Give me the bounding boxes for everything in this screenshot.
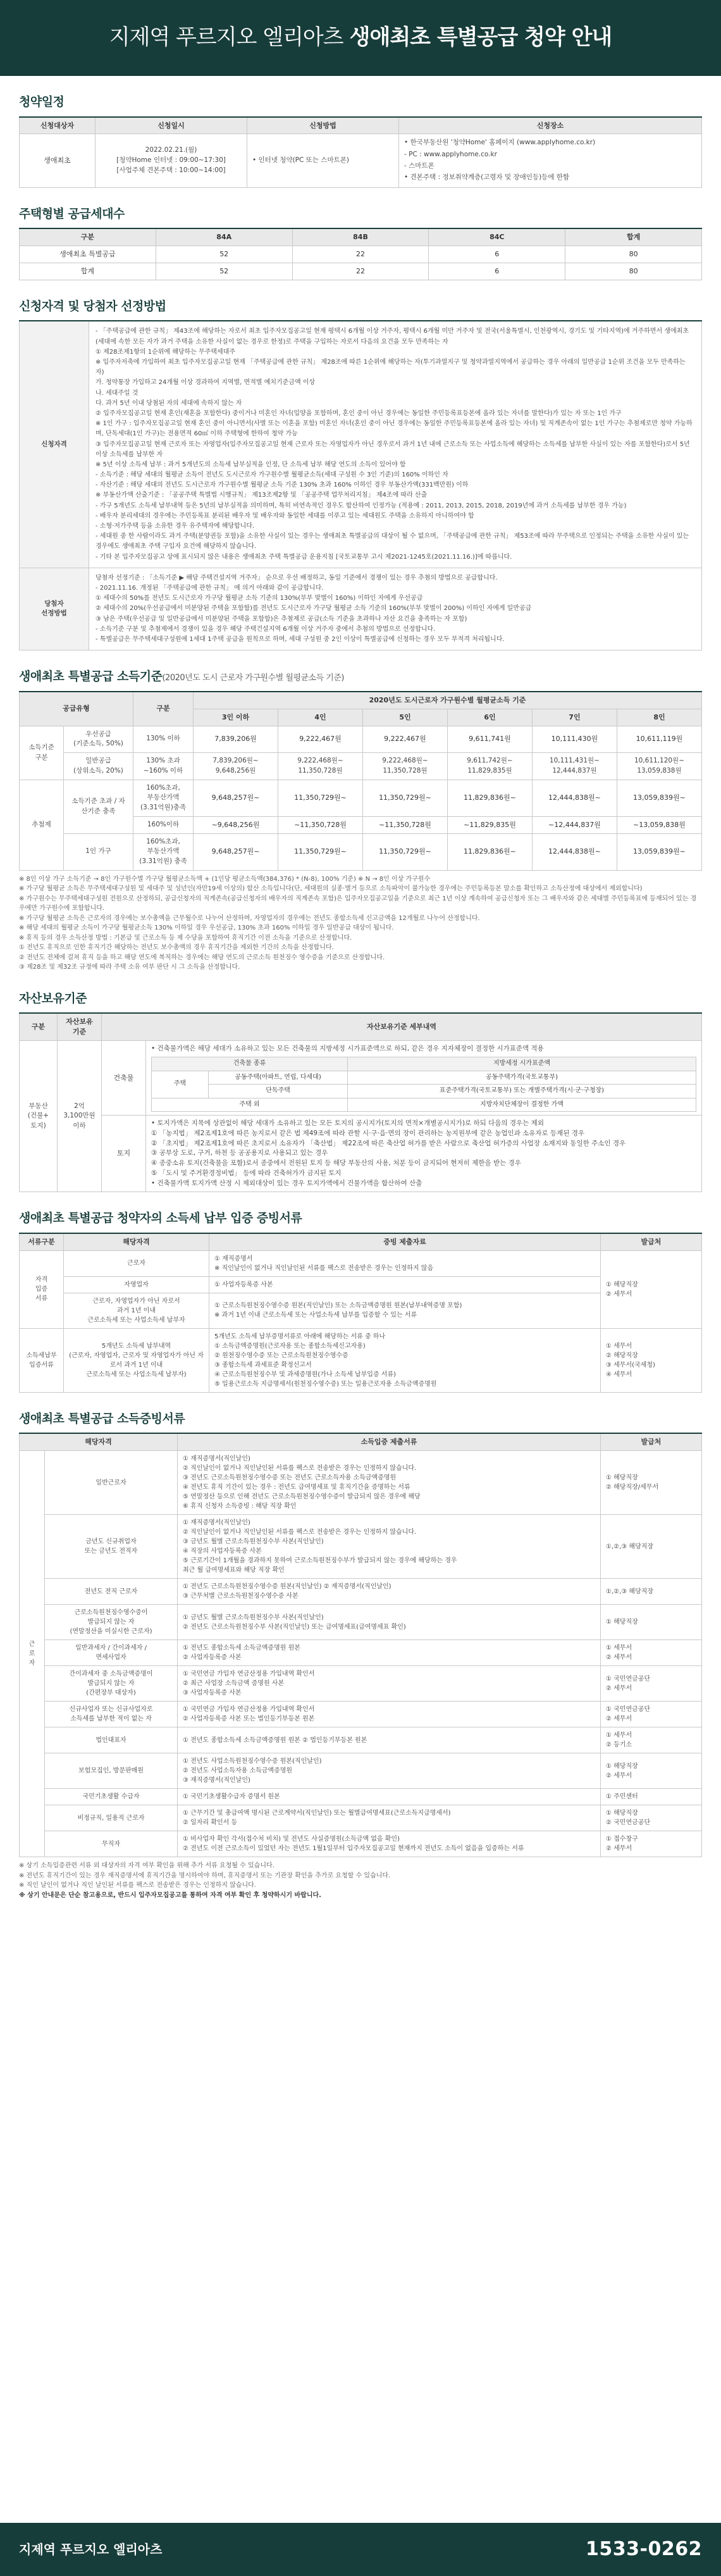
assets-inner-table: 건축물 종류 지방세정 시가표준액 주택 공동주택(아파트, 연립, 다세대) 공동주택가격(국토교통부) 단독주택 표준주택가격(국토교통부) 또는 개별주택가격(시·군·구청장) 주택 외 지방자치단체장이 결정한 가액 — [151, 1057, 696, 1112]
income-subtitle: (2020년도 도시 근로자 가구원수별 월평균소득 기준) — [162, 673, 344, 683]
table-row: 합계 52 22 6 80 — [20, 263, 702, 280]
place-pc: - PC : www.applyhome.co.kr — [404, 150, 497, 158]
table-row: 전년도 전직 근로자 ① 전년도 근로소득원천징수영수증 원본(직인날인) ② 재직증명서(직인날인) ③ 근무처별 근로소득원천징수영수증 사본 ①,②,③ 해당직장 — [20, 1579, 702, 1605]
table-row: 비정규직, 일용직 근로자 ① 근무기간 및 총급여액 명시된 근로계약서(직인날인) 또는 월별급여명세표(근로소득지급명세서) ② 일자리 확인서 등 ① 해당직장 ② 국민연금공단 — [20, 1805, 702, 1831]
table-row: 보험모집인, 방문판매원 ① 전년도 사업소득원천징수영수증 원본(직인날인) ② 전년도 사업소득자용 소득금액증명원 ③ 재직증명서(직인날인) ① 해당직장 ② 세무서 — [20, 1753, 702, 1789]
th-total: 합계 — [565, 228, 702, 246]
schedule-table — [19, 116, 702, 188]
th-div: 구분 — [20, 228, 156, 246]
units-title: 주택형별 공급세대수 — [19, 206, 125, 221]
table-row: 신규사업자 또는 신규사업자로 소득세를 납부한 적이 없는 자 ① 국민연금 가입자 연금산정용 가입내역 확인서 ② 사업자등록증 사본 또는 법인등기부등본 원본 ① 국민연금공단 ② 세무서 — [20, 1702, 702, 1727]
schedule-method: • 인터넷 청약(PC 또는 스마트폰) — [247, 134, 399, 187]
criteria-selection-text: 당첨자 선정기준 : 「소득기준 ▶ 해당 주택건설지역 거주자」 순으로 우선 배정하고, 동일 기준에서 경쟁이 있는 경우 추첨의 방법으로 공급합니다. - 2021.11.16. 개정된 「주택공급에 관한 규칙」 에 의거 아래와 같이 공급합니다. ① 세대수의 50%를 전년도 도시근로자 가구당 월평균 소득 기준의 130%(부부 맞벌이 160%) 이하인 자에게 우선공급 ② 세대수의 20%(우선공급에서 미분양된 주택을 포함함)를 전년도 도시근로자 가구당 월평균 소득 기준의 160%(부부 맞벌이 200%) 이하인 자에게 일반공급 ③ 남은 주택(우선공급 및 일반공급에서 미분양된 주택을 포함함)은 추첨제로 공급(소득 기준을 초과하나 자산 요건을 충족하는 자 포함) - 소득기준 구분 및 추첨제에서 경쟁이 있을 경우 해당 주택건설지역 6개월 이상 거주자 중에서 추첨의 방법으로 선정합니다. - 특별공급은 무주택세대구성원에 1세대 1주택 공급을 원칙으로 하며, 세대 구성원 중 2인 이상이 특별공급에 신청하는 경우 모두 부적격 처리됩니다. — [89, 568, 702, 650]
assets-land-desc: • 토지가액은 지목에 상관없이 해당 세대가 소유하고 있는 모든 토지의 공시지가(토지의 면적×개별공시지가)로 하되 다음의 경우는 제외 ① 「농지법」 제2조제1호에 따른 농지로서 같은 법 제49조에 따라 관할 시·구·읍·면의 장이 관리하는 농지원부에 같은 농업인과 소유자로 등재된 경우 ② 「초지법」 제2조제1호에 따른 초지로서 소유자가 「축산법」 제22조에 따른 축산업 허가를 받은 사람으로 축산업 허가증의 사업장 소재지와 동일한 주소인 경우 ③ 공부상 도로, 구거, 하천 등 공공용지로 사용되고 있는 경우 ④ 종중소유 토지(건축물을 포함)로서 종중에서 전원된 토지 등 해당 부동산의 사용, 처분 등이 금지되어 현저히 제한을 받는 경우 ⑤ 「도시 및 주거환경정비법」 등에 따라 건축허가가 금지된 토지 • 건축물가액 토지가액 산정 시 제외대상이 있는 경우 토지가액에서 건물가액을 합산하여 산출 — [146, 1116, 702, 1192]
assets-row-value: 2억 3,100만원 이하 — [58, 1041, 102, 1192]
table-row: 소득세납부 입증서류 5개년도 소득세 납부내역 (근로자, 자영업자, 근로자 및 자영업자가 아닌 자로서 과거 1년 이내 근로소득세 또는 사업소득세 납부자) 5개년도 소득세 납부증명서류로 아래에 해당하는 서류 중 하나 ① 소득금액증명원(근로자용 또는 종합소득세신고자용) ② 원천징수영수증 또는 근로소득원천징수영수증 ③ 종합소득세 과세표준 확정신고서 ④ 근로소득원천징수부 및 과세증명원(가나 소득세 납부입증 서류) ⑤ 일용근로소득 지급명세서(원천징수영수증) 또는 일용근로자용 소득금액증명원 ① 세무서 ② 해당직장 ③ 세무서(국세청) ④ 세무서 — [20, 1328, 702, 1392]
income-title: 생애최초 특별공급 소득기준(2020년도 도시 근로자 가구원수별 월평균소득 기준) — [19, 669, 344, 684]
th-target: 신청대상자 — [20, 117, 96, 134]
footer-phone[interactable]: 1533-0262 — [586, 2538, 702, 2561]
place-mobile: - 스마트폰 — [404, 162, 434, 170]
table-row: 무직자 ① 비사업자 확인 각서(접수처 비치) 및 전년도 사실증명원(소득금액 없음 확인) ② 전년도 이전 근로소득이 있었던 자는 전년도 1월1일부터 입주자모집공고일 현재까지 전년도 소득이 없음을 입증하는 서류 ① 접수창구 ② 세무서 — [20, 1831, 702, 1857]
th-date: 신청일시 — [96, 117, 247, 134]
th-place: 신청장소 — [399, 117, 702, 134]
assets-table: 구분 자산보유기준 자산보유기준 세부내역 부동산 (건물+ 토지) 2억 3,100만원 이하 건축물 • 건축물가액은 해당 세대가 소유하고 있는 모든 건축물의 지방세정 시가표준액으로 하되, 같은 경우 지자체장이 결정한 시가표준액 적용 건축물 종류 지방세정 시가표준액 주택 공동주택(아파트, 연립, 다세대) 공동주택가격(국토교통부) 단독주택 표준주택가격(국토교통부) 또는 개별주택가격(시·군·구청장) 주택 외 지방자치단체장이 결정한 가액 토지 • 토지가액은 지목에 상관없이 해당 세대가 소유하고 있는 모든 토지의 공시지가(토지의 면적×개별공시지가)로 하되 다음의 경우는 제외 ① 「농지법」 제2조제1호에 따른 농지로서 같은 법 제49조에 따라 관할 시·구·읍·면의 장이 관리하는 농지원부에 같은 농업인과 소유자로 등재된 경우 ② 「초지법」 제2조제1호에 따른 초지로서 소유자가 「축산법」 제22조에 따른 축산업 허가를 받은 사람으로 축산업 허가증의 사업장 소재지와 동일한 주소인 경우 ③ 공부상 도로, 구거, 하천 등 공공용지로 사용되고 있는 경우 ④ 종중소유 토지(건축물을 포함)로서 종중에서 전원된 토지 등 해당 부동산의 사용, 처분 등이 금지되어 현저히 제한을 받는 경우 ⑤ 「도시 및 주거환경정비법」 등에 따라 건축허가가 금지된 토지 • 건축물가액 토지가액 산정 시 제외대상이 있는 경우 토지가액에서 건물가액을 합산하여 산출 — [19, 1012, 702, 1192]
income-docs-title: 생애최초 특별공급 소득증빙서류 — [19, 1411, 185, 1426]
income-table: 공급유형 구분 2020년도 도시근로자 가구원수별 월평균소득 기준 3인 이하 4인 5인 6인 7인 8인 소득기준 구분 우선공급 (기준소득, 50%) 130% 이하 7,839,206원 9,222,467원 9,222,467원 9,611,741원 10,111,430원 10,611,119원 일반공급 (상위소득, 20%) 130% 초과 ~160% 이하 7,839,206원~ 9,648,256원 9,222,468원~ 11,350,728원 9,222,468원~ 11,350,728원 9,611,742원~ 11,829,835원 10,111,431원~ 12,444,837원 10,611,120원~ 13,059,838원 추첨제 소득기준 초과 / 자산기준 충족 160%초과, 부동산가액 (3.31억원)충족 9,648,257원~ 11,350,729원~ 11,350,729원~ 11,829,836원~ 12,444,838원~ 13,059,839원~ 160%이하 ~9,648,256원 ~11,350,728원 ~11,350,728원 ~11,829,835원 ~12,444,837원 ~13,059,838원 1인 가구 160%초과, 부동산가액 (3.31억원) 충족 9,648,257원~ 11,350,729원~ 11,350,729원~ 11,829,836원~ 12,444,838원~ 13,059,839원~ — [19, 691, 702, 871]
schedule-places — [399, 134, 702, 187]
table-row: 1인 가구 160%초과, 부동산가액 (3.31억원) 충족 9,648,257원~ 11,350,729원~ 11,350,729원~ 11,829,836원~ 12,444,838원~ 13,059,839원~ — [20, 833, 702, 870]
th-income-div: 구분 — [133, 692, 194, 726]
criteria-table — [19, 320, 702, 650]
assets-title: 자산보유기준 — [19, 991, 87, 1005]
units-table — [19, 228, 702, 280]
content — [0, 94, 721, 1900]
table-row: 법인대표자 ① 전년도 종합소득세 소득금액증명원 원본 ② 법인등기부등본 원본 ① 세무서 ② 등기소 — [20, 1727, 702, 1753]
income-docs-notes: ※ 상기 소득입증관련 서류 외 대상자의 자격 여부 확인을 위해 추가 서류 요청될 수 있습니다. ※ 전년도 휴직기간이 있는 경우 재직증명서에 휴직기간을 명시하여야 하며, 휴직증명서 또는 기관장 확인을 추가로 요청할 수 있습니다. ※ 직인 날인이 없거나 직인 날인된 서류를 팩스로 전송받은 경우는 인정하지 않습니다. ※ 상기 안내문은 단순 참고용으로, 반드시 입주자모집공고를 통하여 자격 여부 확인 후 청약하시기 바랍니다. — [19, 1862, 391, 1899]
assets-row-label: 부동산 (건물+ 토지) — [20, 1041, 58, 1192]
table-row: 160%이하 ~9,648,256원 ~11,350,728원 ~11,350,728원 ~11,829,835원 ~12,444,837원 ~13,059,838원 — [20, 816, 702, 833]
table-row: 근로소득원천징수영수증이 발급되지 않는 자 (연말정산을 미실시한 근로자) ① 금년도 월별 근로소득원천징수부 사본(직인날인) ② 전년도 근로소득원천징수부 사본(직인날인) 또는 급여명세표(급여명세표 확인) ① 해당직장 — [20, 1605, 702, 1640]
income-notes: ※ 8인 이상 가구 소득기준 → 8인 가구원수별 가구당 월평균소득액 + (1인당 평균소득액(384,376) * (N-8), 100% 기준) ※ N → 8인 이상 가구원수 ※ 가구당 월평균 소득은 무주택세대구성원 및 세대주 및 성년인(자만19세 이상의) 합산 소득입니다(단, 세대원의 실종·별거 등으로 소득파악이 불가능한 경우에는 주민등록등본 말소를 확인하고 소득산정에 대상에서 제외합니다) ※ 가구원수는 무주택세대구성원 전원으로 산정하되, 공급신청자의 직계존속(공급신청자의 배우자의 직계존속 포함)은 입주자모집공고일을 기준으로 최근 1년 이상 계속하여 공급신청자 또는 그 배우자와 같은 세대별 주민등록표에 등재되어 있는 경우에만 가구원수에 포함합니다. ※ 가구당 월평균 소득은 근로자의 경우에는 보수총액을 근무월수로 나누어 산정하며, 자영업자의 경우에는 전년도 종합소득세 신고금액을 12개월로 나누어 산정합니다. ※ 해당 세대의 월평균 소득이 가구당 월평균소득 130% 이하일 경우 우선공급, 130% 초과 160% 이하일 경우 일반공급 대상이 됩니다. ※ 휴직 등의 경우 소득산정 방법 : 기본급 및 근로소득 등 제 수당을 포함하여 휴직기간 이전 소득을 기준으로 산정합니다. ① 전년도 휴직으로 인한 휴직기간 해당하는 전년도 보수총액의 경우 휴직기간을 제외한 기간의 소득을 산정합니다. ② 전년도 전체에 걸쳐 휴직 등을 하고 해당 연도에 복직하는 경우에는 해당 연도의 근로소득 원천징수 영수증을 기준으로 산정합니다. ③ 제28조 및 제32조 규정에 따라 주택 소유 여부 판단 시 그 소득을 산정합니다. — [19, 875, 697, 971]
criteria-qualification-text: - 「주택공급에 관한 규칙」 제43조에 해당하는 자로서 최초 입주자모집공고일 현재 평택시 6개월 이상 거주자, 평택시 6개월 미만 거주자 및 전국(서울특별시, 인천광역시, 경기도 및 기타지역)에 거주하면서 생애최초(세대에 속한 모든 자가 과거 주택을 소유한 사실이 없는 경우로 한정)로 주택을 구입하는 자로서 다음의 요건을 모두 만족하는 자 ① 제28조제1항의 1순위에 해당하는 무주택세대주 ※ 입주자저축에 가입하여 최초 입주자모집공고일 현재 「주택공급에 관한 규칙」 제28조에 따른 1순위에 해당하는 자(투기과열지구 및 청약과열지역에서 공급하는 경우 아래의 일반공급 1순위 조건을 모두 만족하는 자) 가. 청약통장 가입하고 24개월 이상 경과하여 지역별, 면적별 예치기준금액 이상 나. 세대주일 것 다. 과거 5년 이내 당첨된 자의 세대에 속하지 않는 자 ② 입주자모집공고일 현재 혼인(재혼을 포함한다) 중이거나 미혼인 자녀(입양을 포함하며, 혼인 중이 아닌 경우에는 동일한 주민등록표등본에 올라 있는 자녀를 말한다)가 있는 자 또는 1인 가구 ※ 1인 가구 : 입주자모집공고일 현재 혼인 중이 아니면서(사별 또는 이혼을 포함) 미혼인 자녀(혼인 중이 아닌 경우에는 동일한 주민등록표등본에 올라 있는 자녀) 및 직계존속이 없는 1인 가구는 추첨제로만 청약 가능하며, 단독세대(1인 가구)는 전용면적 60㎡ 이하 주택형에 한하여 청약 가능 ③ 입주자모집공고일 현재 근로자 또는 자영업자(입주자모집공고일 현재 근로자 또는 자영업자가 아닌 경우로서 과거 1년 내에 근로소득 또는 사업소득에 해당하는 소득세를 납부한 사실이 있는 자를 포함한다)로서 5년 이상 소득세를 납부한 자 ※ 5년 이상 소득세 납부 : 과거 5개년도의 소득세 납부실적을 인정, 단 소득세 납부 해당 연도의 소득이 있어야 함 - 소득기준 : 해당 세대의 월평균 소득이 전년도 도시근로자 가구원수별 월평균소득(세대 구성원 수 3인 기준)의 160% 이하인 자 - 자산기준 : 해당 세대의 전년도 도시근로자 가구원수별 월평균 소득 기준 130% 초과 160% 이하인 경우 부동산가액(331백만원) 이하 ※ 부동산가액 산출기준 : 「공공주택 특별법 시행규칙」 제13조제2항 및 「공공주택 업무처리지침」 제4조에 따라 산출 - 가구 5개년도 소득세 납부내역 등은 5년의 납부실적을 의미하며, 특히 비연속적인 경우도 합산하여 인정가능 (적용예 : 2011, 2013, 2015, 2018, 2019년에 과거 소득세를 납부한 경우 가능) - 배우자 분리세대의 경우에는 주민등록표 분리된 배우자 및 배우자와 동일한 세대를 이루고 있는 세대원도 주택을 소유하지 아니하여야 함 - 소형·저가주택 등을 소유한 경우 유주택자에 해당합니다. - 세대원 중 한 사람이라도 과거 주택(분양권등 포함)을 소유한 사실이 있는 경우는 생애최초 특별공급의 대상이 될 수 없으며, 「주택공급에 관한 규칙」 제53조에 따라 무주택으로 인정되는 주택을 소유한 사실이 있는 경우에도 생애최초 주택 구입자 요건에 해당하지 않습니다. - 기타 본 입주자모집공고 상에 표시되지 않은 내용은 생애최초 주택 특별공급 운용지침 [국토교통부 고시 제2021-1245호(2021.11.16.)]에 따릅니다. — [89, 321, 702, 568]
th-income-group: 2020년도 도시근로자 가구원수별 월평균소득 기준 — [194, 692, 702, 709]
table-row: 국민기초생활 수급자 ① 국민기초생활수급자 증명서 원본 ① 주민센터 — [20, 1789, 702, 1805]
table-row: 금년도 신규취업자 또는 금년도 전직자 ① 재직증명서(직인날인) ② 직인날인이 없거나 직인날인된 서류를 팩스로 전송받은 경우는 인정하지 않습니다. ③ 금년도 월별 근로소득원천징수부 사본(직인날인) ④ 직장의 사업자등록증 사본 ⑤ 근로기간이 1개월을 경과하지 못하여 근로소득원천징수부가 발급되지 않는 경우에 해당하는 경우 최근 월 급여명세표와 해당 직장 확인 ①,②,③ 해당직장 — [20, 1515, 702, 1579]
tax-docs-title: 생애최초 특별공급 청약자의 소득세 납부 입증 증빙서류 — [19, 1211, 302, 1226]
footer-brand: 지제역 푸르지오 엘리아츠 — [19, 2541, 163, 2557]
table-row: 생애최초 특별공급 52 22 6 80 — [20, 246, 702, 263]
schedule-title: 청약일정 — [19, 95, 65, 109]
criteria-label-selection: 당첨자 선정방법 — [20, 568, 89, 650]
th-84a: 84A — [156, 228, 292, 246]
criteria-label-qualification: 신청자격 — [20, 321, 89, 568]
th-method: 신청방법 — [247, 117, 399, 134]
assets-land-label: 토지 — [102, 1116, 146, 1192]
table-row: 추첨제 소득기준 초과 / 자산기준 충족 160%초과, 부동산가액 (3.31억원)충족 9,648,257원~ 11,350,729원~ 11,350,729원~ 11,829,836원~ 12,444,838원~ 13,059,839원~ — [20, 780, 702, 816]
table-row: 근 로 자 일반근로자 ① 재직증명서(직인날인) ② 직인날인이 없거나 직인날인된 서류를 팩스로 전송받은 경우는 인정하지 않습니다. ③ 전년도 근로소득원천징수영수증 또는 전년도 근로소득자용 소득금액증명원 ④ 전년도 휴직 기간이 있는 경우 : 전년도 급여명세표 및 휴직기간을 증명하는 서류 ⑤ 연말정산 등으로 인해 전년도 근로소득원천징수영수증이 발급되지 않은 경우에 해당 ⑥ 휴직 신청자 소득증빙 : 해당 직장 확인 ① 해당직장 ② 해당직장/세무서 — [20, 1451, 702, 1515]
schedule-target: 생애최초 — [20, 134, 96, 187]
th-84b: 84B — [292, 228, 429, 246]
place-model-house: • 견본주택 : 정보취약계층(고령자 및 장애인등)등에 한함 — [404, 173, 570, 182]
table-row: 일반과세자 / 간이과세자 / 면세사업자 ① 전년도 종합소득세 소득금액증명원 원본 ② 사업자등록증 사본 ① 세무서 ② 세무서 — [20, 1640, 702, 1666]
criteria-title: 신청자격 및 당첨자 선정방법 — [19, 299, 166, 313]
schedule-date: 2022.02.21.(월) [청약Home 인터넷 : 09:00~17:30] [사업주체 견본주택 : 10:00~14:00] — [96, 134, 247, 187]
page-header — [0, 0, 721, 76]
place-applyhome: • 한국부동산원 '청약Home' 홈페이지 (www.applyhome.co.kr) — [404, 139, 596, 147]
table-row: 자격 입증 서류 근로자 ① 재직증명서 ※ 직인날인이 없거나 직인날인된 서류를 팩스로 전송받은 경우는 인정하지 않음 ① 해당직장 ② 세무서 — [20, 1250, 702, 1276]
table-row: 소득기준 구분 우선공급 (기준소득, 50%) 130% 이하 7,839,206원 9,222,467원 9,222,467원 9,611,741원 10,111,430원 10,611,119원 — [20, 726, 702, 753]
th-84c: 84C — [429, 228, 565, 246]
page-footer — [0, 2523, 721, 2576]
tax-docs-table: 서류구분 해당자격 증빙 제출자료 발급처 자격 입증 서류 근로자 ① 재직증명서 ※ 직인날인이 없거나 직인날인된 서류를 팩스로 전송받은 경우는 인정하지 않음 ① 해당직장 ② 세무서 자영업자 ① 사업자등록증 사본 근로자, 자영업자가 아닌 자로서 과거 1년 이내 근로소득세 또는 사업소득세 납부자 ① 근로소득원천징수영수증 원본(직인날인) 또는 소득금액증명원 원본(납부내역증명 포함) ※ 과거 1년 이내 근로소득세 또는 사업소득세 납부를 입증할 수 있는 서류 소득세납부 입증서류 5개년도 소득세 납부내역 (근로자, 자영업자, 근로자 및 자영업자가 아닌 자로서 과거 1년 이내 근로소득세 또는 사업소득세 납부자) 5개년도 소득세 납부증명서류로 아래에 해당하는 서류 중 하나 ① 소득금액증명원(근로자용 또는 종합소득세신고자용) ② 원천징수영수증 또는 근로소득원천징수영수증 ③ 종합소득세 과세표준 확정신고서 ④ 근로소득원천징수부 및 과세증명원(가나 소득세 납부입증 서류) ⑤ 일용근로소득 지급명세서(원천징수영수증) 또는 일용근로자용 소득금액증명원 ① 세무서 ② 해당직장 ③ 세무서(국세청) ④ 세무서 — [19, 1233, 702, 1393]
page-title: 지제역 푸르지오 엘리아츠 생애최초 특별공급 청약 안내 — [109, 25, 612, 51]
table-row: 자영업자 ① 사업자등록증 사본 — [20, 1276, 702, 1293]
table-row: 근로자, 자영업자가 아닌 자로서 과거 1년 이내 근로소득세 또는 사업소득세 납부자 ① 근로소득원천징수영수증 원본(직인날인) 또는 소득금액증명원 원본(납부내역증명 포함) ※ 과거 1년 이내 근로소득세 또는 사업소득세 납부를 입증할 수 있는 서류 — [20, 1293, 702, 1328]
table-row: 일반공급 (상위소득, 20%) 130% 초과 ~160% 이하 7,839,206원~ 9,648,256원 9,222,468원~ 11,350,728원 9,222,468원~ 11,350,728원 9,611,742원~ 11,829,835원 10,111,431원~ 12,444,837원 10,611,120원~ 13,059,838원 — [20, 753, 702, 780]
th-supply-type: 공급유형 — [20, 692, 133, 726]
assets-building-cell: • 건축물가액은 해당 세대가 소유하고 있는 모든 건축물의 지방세정 시가표준액으로 하되, 같은 경우 지자체장이 결정한 시가표준액 적용 건축물 종류 지방세정 시가표준액 주택 공동주택(아파트, 연립, 다세대) 공동주택가격(국토교통부) 단독주택 표준주택가격(국토교통부) 또는 개별주택가격(시·군·구청장) 주택 외 지방자치단체장이 결정한 가액 — [146, 1041, 702, 1116]
income-docs-table: 해당자격 소득입증 제출서류 발급처 근 로 자 일반근로자 ① 재직증명서(직인날인) ② 직인날인이 없거나 직인날인된 서류를 팩스로 전송받은 경우는 인정하지 않습니다. ③ 전년도 근로소득원천징수영수증 또는 전년도 근로소득자용 소득금액증명원 ④ 전년도 휴직 기간이 있는 경우 : 전년도 급여명세표 및 휴직기간을 증명하는 서류 ⑤ 연말정산 등으로 인해 전년도 근로소득원천징수영수증이 발급되지 않은 경우에 해당 ⑥ 휴직 신청자 소득증빙 : 해당 직장 확인 ① 해당직장 ② 해당직장/세무서 금년도 신규취업자 또는 금년도 전직자 ① 재직증명서(직인날인) ② 직인날인이 없거나 직인날인된 서류를 팩스로 전송받은 경우는 인정하지 않습니다. ③ 금년도 월별 근로소득원천징수부 사본(직인날인) ④ 직장의 사업자등록증 사본 ⑤ 근로기간이 1개월을 경과하지 못하여 근로소득원천징수부가 발급되지 않는 경우에 해당하는 경우 최근 월 급여명세표와 해당 직장 확인 ①,②,③ 해당직장 전년도 전직 근로자 ① 전년도 근로소득원천징수영수증 원본(직인날인) ② 재직증명서(직인날인) ③ 근무처별 근로소득원천징수영수증 사본 ①,②,③ 해당직장 근로소득원천징수영수증이 발급되지 않는 자 (연말정산을 미실시한 근로자) ① 금년도 월별 근로소득원천징수부 사본(직인날인) ② 전년도 근로소득원천징수부 사본(직인날인) 또는 급여명세표(급여명세표 확인) ① 해당직장 일반과세자 / 간이과세자 / 면세사업자 ① 전년도 종합소득세 소득금액증명원 원본 ② 사업자등록증 사본 ① 세무서 ② 세무서 간이과세자 중 소득금액증명이 발급되지 않는 자 (간편장부 대상자) ① 국민연금 가입자 연금산정용 가입내역 확인서 ② 최근 사업장 소득금액 증명원 사본 ③ 사업자등록증 사본 ① 국민연금공단 ② 세무서 신규사업자 또는 신규사업자로 소득세를 납부한 적이 없는 자 ① 국민연금 가입자 연금산정용 가입내역 확인서 ② 사업자등록증 사본 또는 법인등기부등본 원본 ① 국민연금공단 ② 세무서 법인대표자 ① 전년도 종합소득세 소득금액증명원 원본 ② 법인등기부등본 원본 ① 세무서 ② 등기소 보험모집인, 방문판매원 ① 전년도 사업소득원천징수영수증 원본(직인날인) ② 전년도 사업소득자용 소득금액증명원 ③ 재직증명서(직인날인) ① 해당직장 ② 세무서 국민기초생활 수급자 ① 국민기초생활수급자 증명서 원본 ① 주민센터 비정규직, 일용직 근로자 ① 근무기간 및 총급여액 명시된 근로계약서(직인날인) 또는 월별급여명세표(근로소득지급명세서) ② 일자리 확인서 등 ① 해당직장 ② 국민연금공단 무직자 ① 비사업자 확인 각서(접수처 비치) 및 전년도 사실증명원(소득금액 없음 확인) ② 전년도 이전 근로소득이 있었던 자는 전년도 1월1일부터 입주자모집공고일 현재까지 전년도 소득이 없음을 입증하는 서류 ① 접수창구 ② 세무서 — [19, 1433, 702, 1857]
assets-building-label: 건축물 — [102, 1041, 146, 1116]
table-row: 간이과세자 중 소득금액증명이 발급되지 않는 자 (간편장부 대상자) ① 국민연금 가입자 연금산정용 가입내역 확인서 ② 최근 사업장 소득금액 증명원 사본 ③ 사업자등록증 사본 ① 국민연금공단 ② 세무서 — [20, 1666, 702, 1702]
